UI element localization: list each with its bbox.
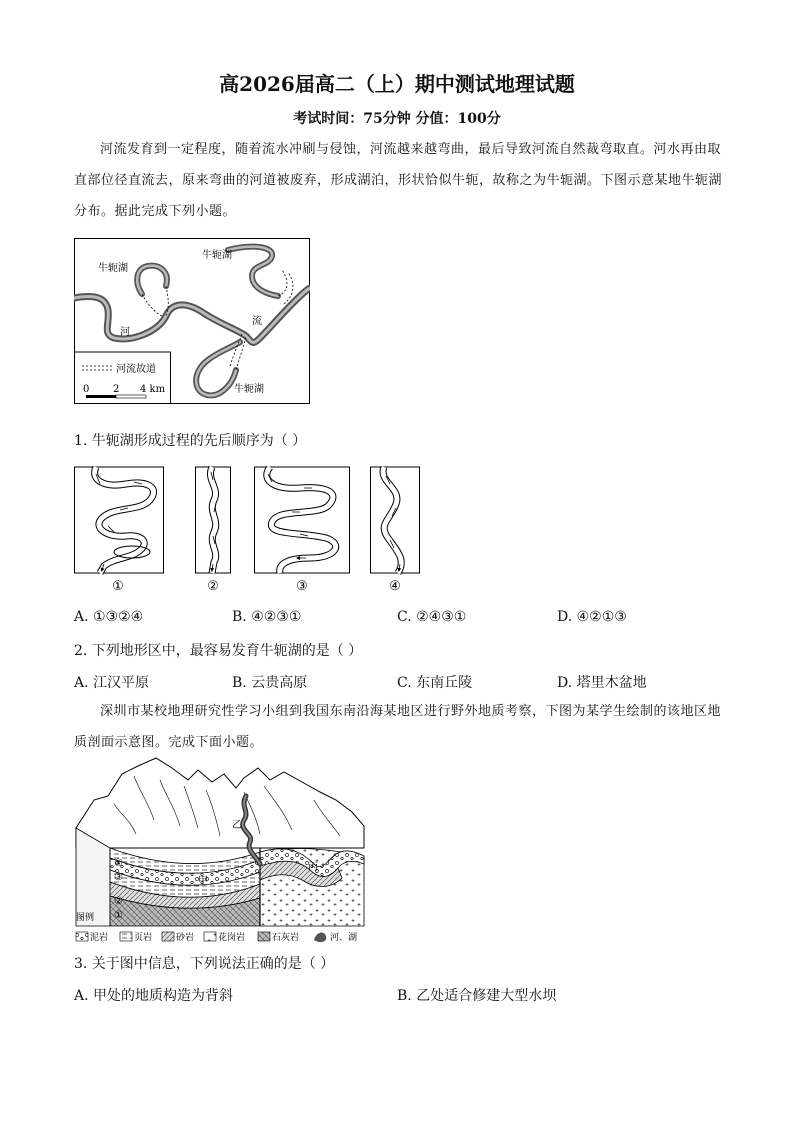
diagram-label-jia: 甲 (198, 876, 208, 887)
exam-info: 考试时间：75分钟 分值：100分 (293, 111, 501, 127)
map-label-river-liu: 流 (252, 316, 262, 327)
panel-label-1: ① (112, 579, 124, 594)
question-2-stem: 2. 下列地形区中，最容易发育牛轭湖的是（ ） (74, 643, 363, 659)
intro-paragraph-2: 深圳市某校地理研究性学习小组到我国东南沿海某地区进行野外地质考察，下图为某学生绘制的该地区地质剖面示意图。完成下面小题。 (74, 704, 722, 750)
panel-label-2: ② (207, 579, 219, 594)
legend-title: 图例 (76, 913, 95, 923)
legend-sandstone: 砂岩 (176, 933, 195, 943)
page-title: 高2026届高二（上）期中测试地理试题 (219, 72, 575, 96)
layer-label-1: ① (114, 910, 123, 921)
map-scale-4km: 4 km (140, 384, 166, 395)
q3-option-b[interactable]: B. 乙处适合修建大型水坝 (397, 988, 557, 1004)
legend-river-icon (314, 933, 326, 943)
map-legend-label: 河流故道 (116, 364, 156, 375)
q2-option-c[interactable]: C. 东南丘陵 (397, 675, 473, 691)
q2-option-d[interactable]: D. 塔里木盆地 (557, 675, 647, 691)
q1-option-b[interactable]: B. ④②③① (232, 609, 302, 625)
q3-option-a[interactable]: A. 甲处的地质构造为背斜 (74, 988, 234, 1004)
layer-label-4: ④ (114, 858, 123, 869)
q1-option-c[interactable]: C. ②④③① (397, 609, 467, 625)
q1-option-d[interactable]: D. ④②①③ (557, 609, 627, 625)
q1-option-a[interactable]: A. ①③②④ (74, 609, 144, 625)
oxbow-lake-map (74, 238, 310, 404)
map-label-oxbow-3: 牛轭湖 (234, 384, 264, 395)
geological-section-diagram (74, 756, 368, 946)
q2-option-b[interactable]: B. 云贵高原 (232, 675, 308, 691)
map-scale-2: 2 (113, 384, 120, 395)
map-label-oxbow-1: 牛轭湖 (98, 263, 128, 274)
question-1-stem: 1. 牛轭湖形成过程的先后顺序为（ ） (74, 433, 307, 449)
layer-label-3: ③ (114, 872, 123, 883)
legend-shale: 页岩 (134, 933, 153, 943)
legend-mudstone: 泥岩 (90, 933, 109, 943)
legend-granite: 花岗岩 (218, 933, 246, 943)
panel-label-4: ④ (389, 579, 401, 594)
layer-label-2: ② (114, 896, 123, 907)
intro-paragraph-1: 河流发育到一定程度，随着流水冲刷与侵蚀，河流越来越弯曲，最后导致河流自然裁弯取直。河水再由取直部位径直流去，原来弯曲的河道被废弃，形成湖泊，形状恰似牛轭，故称之为牛轭湖。下图示意某地牛轭湖分布。据此完成下列小题。 (74, 142, 723, 219)
question-3-stem: 3. 关于图中信息，下列说法正确的是（ ） (74, 956, 335, 972)
panel-label-3: ③ (296, 579, 308, 594)
map-scale-0: 0 (83, 384, 90, 395)
meander-stages-figure (74, 466, 424, 594)
q2-option-a[interactable]: A. 江汉平原 (74, 675, 150, 691)
diagram-label-yi: 乙 (232, 820, 242, 831)
map-label-river-he: 河 (120, 327, 130, 338)
diagram-label-bing: 丙 (308, 862, 318, 873)
legend-limestone: 石灰岩 (272, 933, 300, 943)
legend-river-lake: 河、湖 (330, 933, 358, 943)
map-label-oxbow-2: 牛轭湖 (202, 250, 232, 261)
